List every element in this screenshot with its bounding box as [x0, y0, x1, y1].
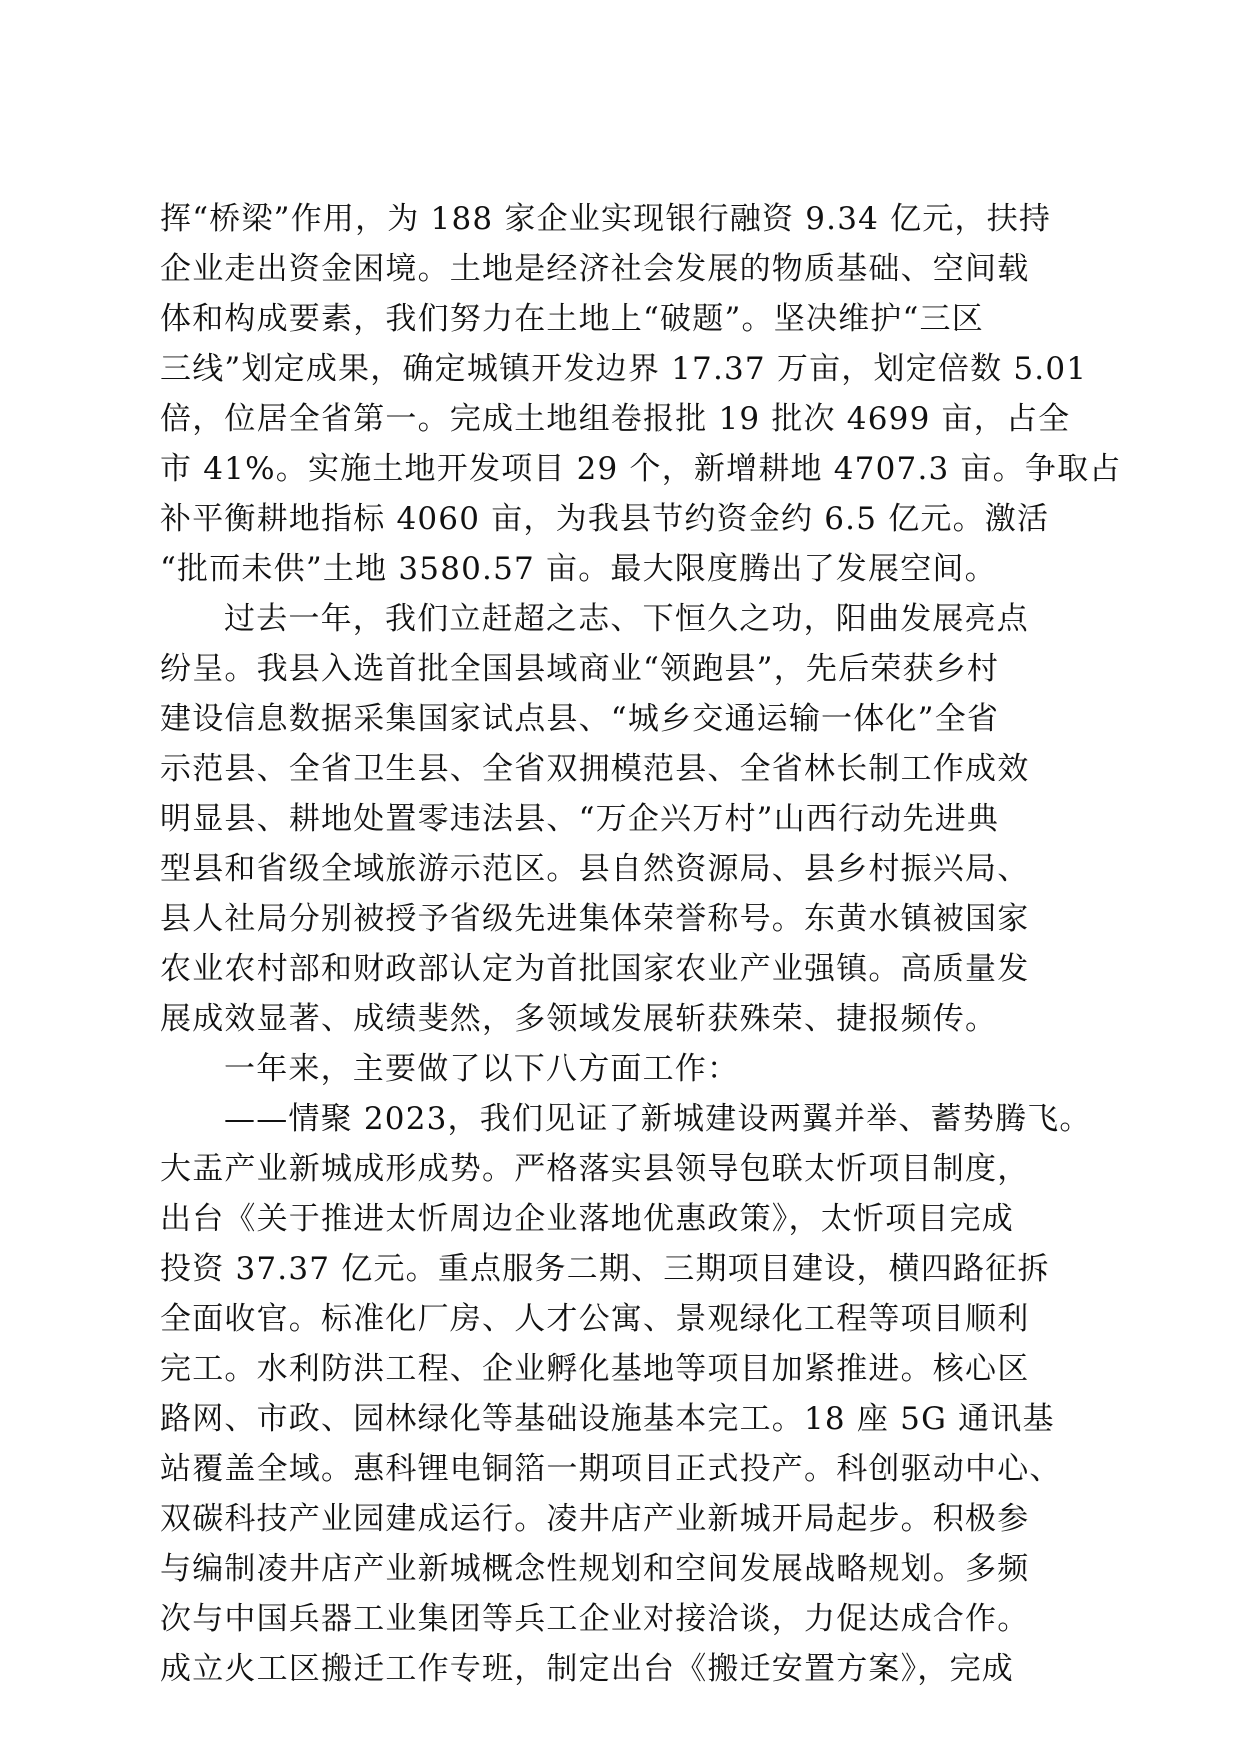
text-line: 明显县、耕地处置零违法县、“万企兴万村”山西行动先进典	[160, 801, 1000, 837]
text-line: 县人社局分别被授予省级先进集体荣誉称号。东黄水镇被国家	[160, 901, 1030, 937]
text-line: 市 41%。实施土地开发项目 29 个，新增耕地 4707.3 亩。争取占	[160, 451, 1122, 487]
text-line: 完工。水利防洪工程、企业孵化基地等项目加紧推进。核心区	[160, 1351, 1030, 1387]
text-line: 成立火工区搬迁工作专班，制定出台《搬迁安置方案》，完成	[160, 1651, 1014, 1687]
text-line: 补平衡耕地指标 4060 亩，为我县节约资金约 6.5 亿元。激活	[160, 501, 1050, 537]
text-line: 企业走出资金困境。土地是经济社会发展的物质基础、空间载	[160, 251, 1030, 287]
text-line: 体和构成要素，我们努力在土地上“破题”。坚决维护“三区	[160, 301, 984, 337]
text-line: 与编制凌井店产业新城概念性规划和空间发展战略规划。多频	[160, 1551, 1030, 1587]
text-line: 三线”划定成果，确定城镇开发边界 17.37 万亩，划定倍数 5.01	[160, 351, 1088, 387]
text-line: 投资 37.37 亿元。重点服务二期、三期项目建设，横四路征拆	[160, 1251, 1050, 1287]
text-line: 双碳科技产业园建成运行。凌井店产业新城开局起步。积极参	[160, 1501, 1030, 1537]
text-line: 型县和省级全域旅游示范区。县自然资源局、县乡村振兴局、	[160, 851, 1030, 887]
text-line: 倍，位居全省第一。完成土地组卷报批 19 批次 4699 亩，占全	[160, 401, 1071, 437]
text-line: 农业农村部和财政部认定为首批国家农业产业强镇。高质量发	[160, 951, 1030, 987]
paragraph-start-line: 过去一年，我们立赶超之志、下恒久之功，阳曲发展亮点	[224, 601, 1029, 637]
text-line: “批而未供”土地 3580.57 亩。最大限度腾出了发展空间。	[160, 551, 997, 587]
paragraph-start-line: 一年来，主要做了以下八方面工作：	[224, 1051, 740, 1087]
text-line: 次与中国兵器工业集团等兵工企业对接洽谈，力促达成合作。	[160, 1601, 1030, 1637]
document-body	[160, 194, 1122, 1694]
text-line: 展成效显著、成绩斐然，多领域发展斩获殊荣、捷报频传。	[160, 1001, 998, 1037]
text-line: 纷呈。我县入选首批全国县域商业“领跑县”，先后荣获乡村	[160, 651, 1000, 687]
text-line: 路网、市政、园林绿化等基础设施基本完工。18 座 5G 通讯基	[160, 1401, 1055, 1437]
text-line: 建设信息数据采集国家试点县、“城乡交通运输一体化”全省	[160, 701, 1000, 737]
section-heading-line: ——情聚 2023，我们见证了新城建设两翼并举、蓄势腾飞。	[224, 1101, 1092, 1137]
text-line: 站覆盖全域。惠科锂电铜箔一期项目正式投产。科创驱动中心、	[160, 1451, 1062, 1487]
text-line: 挥“桥梁”作用，为 188 家企业实现银行融资 9.34 亿元，扶持	[160, 201, 1052, 237]
text-line: 全面收官。标准化厂房、人才公寓、景观绿化工程等项目顺利	[160, 1301, 1030, 1337]
text-line: 大盂产业新城成形成势。严格落实县领导包联太忻项目制度，	[160, 1151, 1030, 1187]
text-line: 出台《关于推进太忻周边企业落地优惠政策》，太忻项目完成	[160, 1201, 1014, 1237]
text-line: 示范县、全省卫生县、全省双拥模范县、全省林长制工作成效	[160, 751, 1030, 787]
